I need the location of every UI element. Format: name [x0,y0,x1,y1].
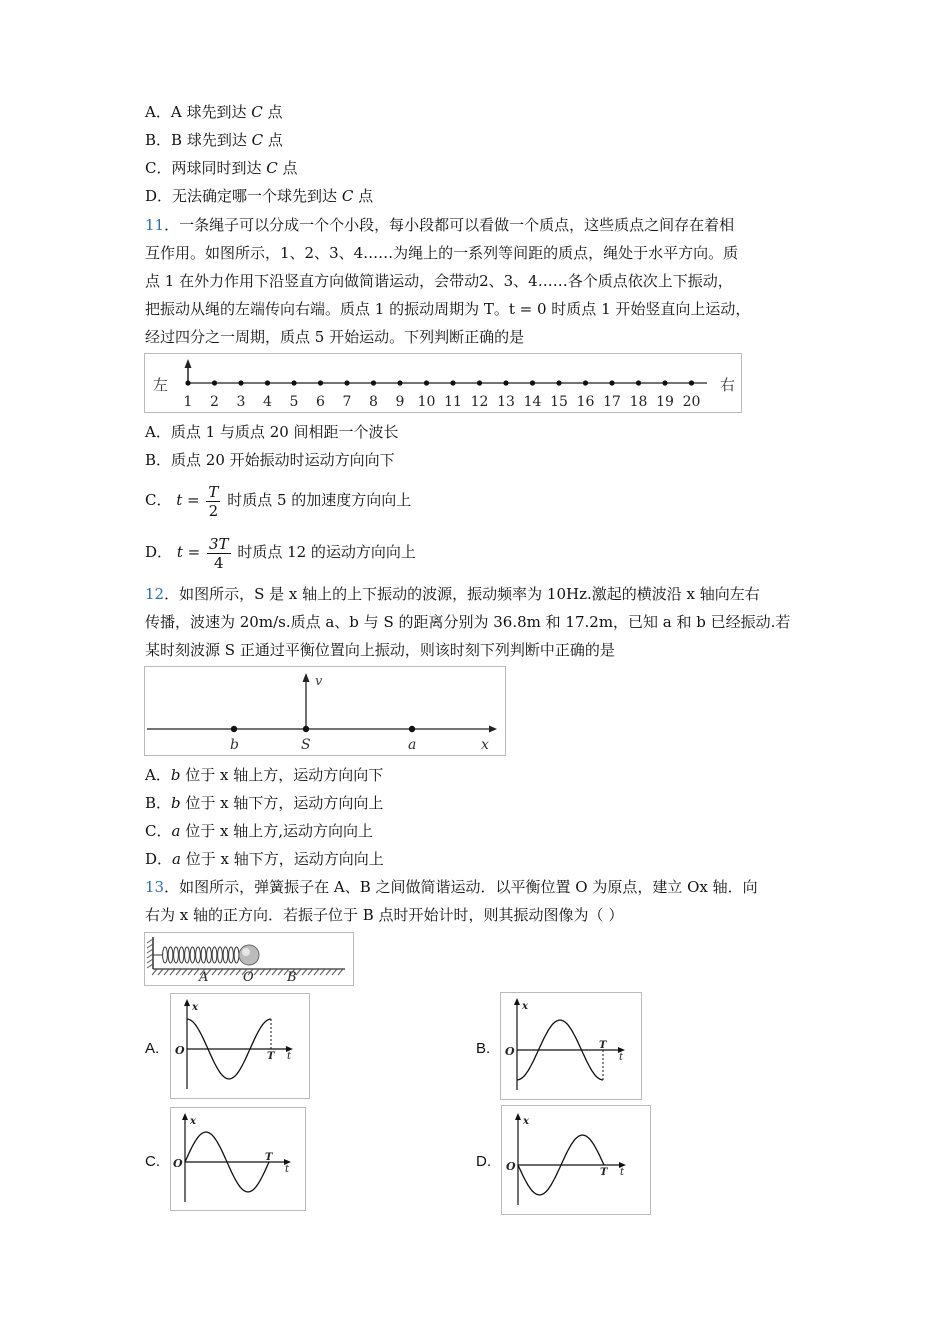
rope-point-label: 19 [656,394,674,410]
q11-option-d[interactable] [145,530,416,574]
q12-line-3: 某时刻波源 S 正通过平衡位置向上振动，则该时刻下列判断中正确的是 [145,641,615,659]
option-text: 点 [262,103,283,121]
option-text: 点 [353,187,374,205]
rope-point [636,380,641,385]
wall-hatch [147,939,153,968]
rope-point-label: 3 [236,394,246,410]
rope-point-label: 12 [470,394,489,410]
x-axis-arrow [184,999,190,1006]
origin-label: O [505,1045,515,1058]
rope-point-label: 14 [523,394,542,410]
option-text: B 球先到达 [171,131,252,149]
t-label: t [285,1164,290,1175]
label-x: x [481,737,489,753]
rope-point-label: 10 [417,394,436,410]
option-text: 位于 x 轴下方，运动方向向上 [180,850,384,868]
q11-stem [145,211,815,351]
formula-lhs: t = [176,543,201,561]
graph-c [171,1108,305,1210]
q13-line-1 [145,873,815,901]
rope-point-label: 6 [316,394,325,410]
rope-point [397,380,402,385]
point-a [409,726,415,732]
numerator: T [208,482,219,501]
x-axis-arrow [182,1113,188,1120]
wave-source-figure [144,666,506,756]
t-label: t [287,1051,292,1062]
rope-point [530,380,535,385]
fraction [206,483,220,520]
rope-point-label: 5 [289,394,299,410]
spring [153,947,239,963]
q13-line-2: 右为 x 轴的正方向．若振子位于 B 点时开始计时，则其振动图像为（ ） [145,906,624,924]
rope-point-label: 4 [263,394,272,410]
label-a: a [408,737,417,753]
x-label: x [192,1002,198,1013]
question-number: 13 [145,878,165,896]
rope-point [185,380,190,385]
q11-line-5: 经过四分之一周期，质点 5 开始运动。下列判断正确的是 [145,328,525,346]
option-var: C [341,187,354,205]
rope-point [477,380,482,385]
option-var: b [170,766,181,784]
q13-option-a-graph[interactable] [170,993,310,1099]
label-O: O [243,970,254,985]
option-label: C． [145,491,172,509]
q11-option-a[interactable] [145,422,399,442]
period-label: T [267,1051,275,1062]
x-axis-arrow [514,998,520,1005]
v-label: v [315,674,323,689]
q10-option-d[interactable] [145,186,373,206]
option-label: D． [145,187,173,205]
question-number: 11 [145,216,165,234]
q10-option-a[interactable] [145,102,282,122]
period-label: T [265,1152,273,1163]
q11-option-b[interactable] [145,450,395,470]
origin-label: O [173,1157,183,1170]
label-b: b [230,737,239,753]
rope-point-label: 13 [497,394,515,410]
rope-point [371,380,376,385]
option-text: 无法确定哪一个球先到达 [172,187,342,205]
rope-point-label: 11 [444,394,462,410]
point-s [303,726,309,732]
spring-oscillator-figure [144,932,354,986]
option-text: 点 [277,159,298,177]
rope-point [265,380,270,385]
rope-point [238,380,243,385]
option-label: B． [145,131,172,149]
rope-point-label: 8 [369,394,378,410]
rope-point [609,380,614,385]
rope-figure [144,353,742,413]
q11-line-1 [145,211,815,239]
option-label: A． [145,103,171,121]
period-label: T [600,1167,608,1178]
left-label: 左 [153,376,169,394]
option-label: A． [145,423,171,441]
x-label: x [522,1001,528,1012]
q11-line-4: 把振动从绳的左端传向右端。质点 1 的振动周期为 T。t = 0 时质点 1 开始竖直向上运动， [145,300,751,318]
option-text: 位于 x 轴上方,运动方向向上 [180,822,373,840]
option-var: C [251,103,263,121]
origin-label: O [506,1160,516,1173]
x-label: x [190,1116,196,1127]
q13-option-d-graph[interactable] [501,1105,651,1215]
rope-diagram [145,354,741,412]
rope-point [318,380,323,385]
q11-line-3: 点 1 在外力作用下沿竖直方向做简谐运动，会带动2、3、4……各个质点依次上下振动， [145,272,733,290]
option-label: B． [145,794,172,812]
rope-point-label: 2 [210,394,219,410]
graph-a [171,994,309,1098]
rope-point-label: 15 [550,394,568,410]
option-text: 时质点 5 的加速度方向向上 [227,491,412,509]
t-label: t [619,1052,624,1063]
option-label: A． [145,766,171,784]
stem-text: ．一条绳子可以分成一个个小段，每小段都可以看做一个质点，这些质点之间存在着相 [164,216,735,234]
q13-stem [145,873,815,929]
option-text: A 球先到达 [170,103,252,121]
rope-point [662,380,667,385]
x-axis-arrow [515,1113,521,1120]
v-arrow-head [303,673,310,682]
option-text: 时质点 12 的运动方向向上 [237,543,416,561]
option-text: 位于 x 轴下方，运动方向向上 [180,794,384,812]
q13-option-a-label[interactable]: A. [145,1040,160,1057]
label-A: A [199,970,209,985]
option-label: B． [145,451,172,469]
q12-option-d[interactable] [145,849,384,869]
rope-point-label: 16 [576,394,595,410]
option-var: a [172,850,181,868]
option-var: a [171,822,181,840]
q12-option-a[interactable] [145,765,383,785]
denominator: 4 [213,553,224,572]
period-label: T [599,1040,607,1051]
rope-point [689,380,694,385]
option-text: 质点 1 与质点 20 间相距一个波长 [170,423,399,441]
rope-point [503,380,508,385]
rope-point [212,380,217,385]
q10-option-c[interactable] [145,158,298,178]
formula-lhs: t = [176,491,200,509]
question-number: 12 [145,585,165,603]
option-text: 位于 x 轴上方，运动方向向下 [180,766,384,784]
option-label: C． [145,822,172,840]
q12-line-1 [145,580,815,608]
option-var: C [251,131,264,149]
rope-point [556,380,561,385]
rope-point-label: 7 [342,394,352,410]
rope-point [583,380,588,385]
q13-option-b-graph[interactable] [500,992,642,1100]
option-label: D． [145,543,173,561]
rope-point-label: 1 [183,394,193,410]
rope-point [291,380,296,385]
option-var: C [266,159,278,177]
wave-source-diagram [145,667,505,755]
q11-option-c[interactable] [145,478,411,522]
graph-b [501,993,641,1099]
rope-point [344,380,349,385]
q13-option-c-label[interactable]: C. [145,1153,160,1170]
fraction [207,535,231,572]
rope-point-label: 9 [395,394,405,410]
rope-point [450,380,455,385]
option-label: C． [145,159,172,177]
label-B: B [287,970,297,985]
option-var: b [171,794,181,812]
rope-point-label: 20 [682,394,701,410]
ball [239,945,259,965]
q13-option-d-label[interactable]: D. [476,1153,491,1170]
denominator: 2 [208,501,219,520]
option-text: 点 [263,131,283,149]
q12-line-2: 传播，波速为 20m/s.质点 a、b 与 S 的距离分别为 36.8m 和 17.2m，已知 a 和 b 已经振动.若 [145,613,791,631]
option-text: 质点 20 开始振动时运动方向向下 [171,451,395,469]
stem-text: ．如图所示，S 是 x 轴上的上下振动的波源，振动频率为 10Hz.激起的横波沿 x 轴向左右 [164,585,760,603]
q12-option-c[interactable] [145,821,373,841]
stem-text: ．如图所示，弹簧振子在 A、B 之间做简谐运动．以平衡位置 O 为原点，建立 Ox 轴．向 [164,878,758,896]
numerator: 3T [208,534,229,553]
up-arrow-head [185,359,192,368]
right-label: 右 [720,376,736,394]
x-label: x [523,1116,529,1127]
option-text: 两球同时到达 [171,159,267,177]
label-s: S [301,737,311,753]
q10-option-b[interactable] [145,130,283,150]
q13-option-b-label[interactable]: B. [476,1040,491,1057]
q12-option-b[interactable] [145,793,383,813]
t-label: t [620,1167,625,1178]
point-b [231,726,237,732]
q11-line-2: 互作用。如图所示，1、2、3、4……为绳上的一系列等间距的质点，绳处于水平方向。质 [145,244,739,262]
option-label: D． [145,850,173,868]
ball-highlight [242,948,250,956]
q12-stem [145,580,815,664]
rope-point-label: 17 [603,394,621,410]
rope-point [424,380,429,385]
origin-label: O [175,1044,185,1057]
x-axis-arrow [489,726,497,733]
rope-point-label: 18 [629,394,648,410]
q13-option-c-graph[interactable] [170,1107,306,1211]
graph-d [502,1106,650,1214]
spring-diagram [145,933,353,985]
